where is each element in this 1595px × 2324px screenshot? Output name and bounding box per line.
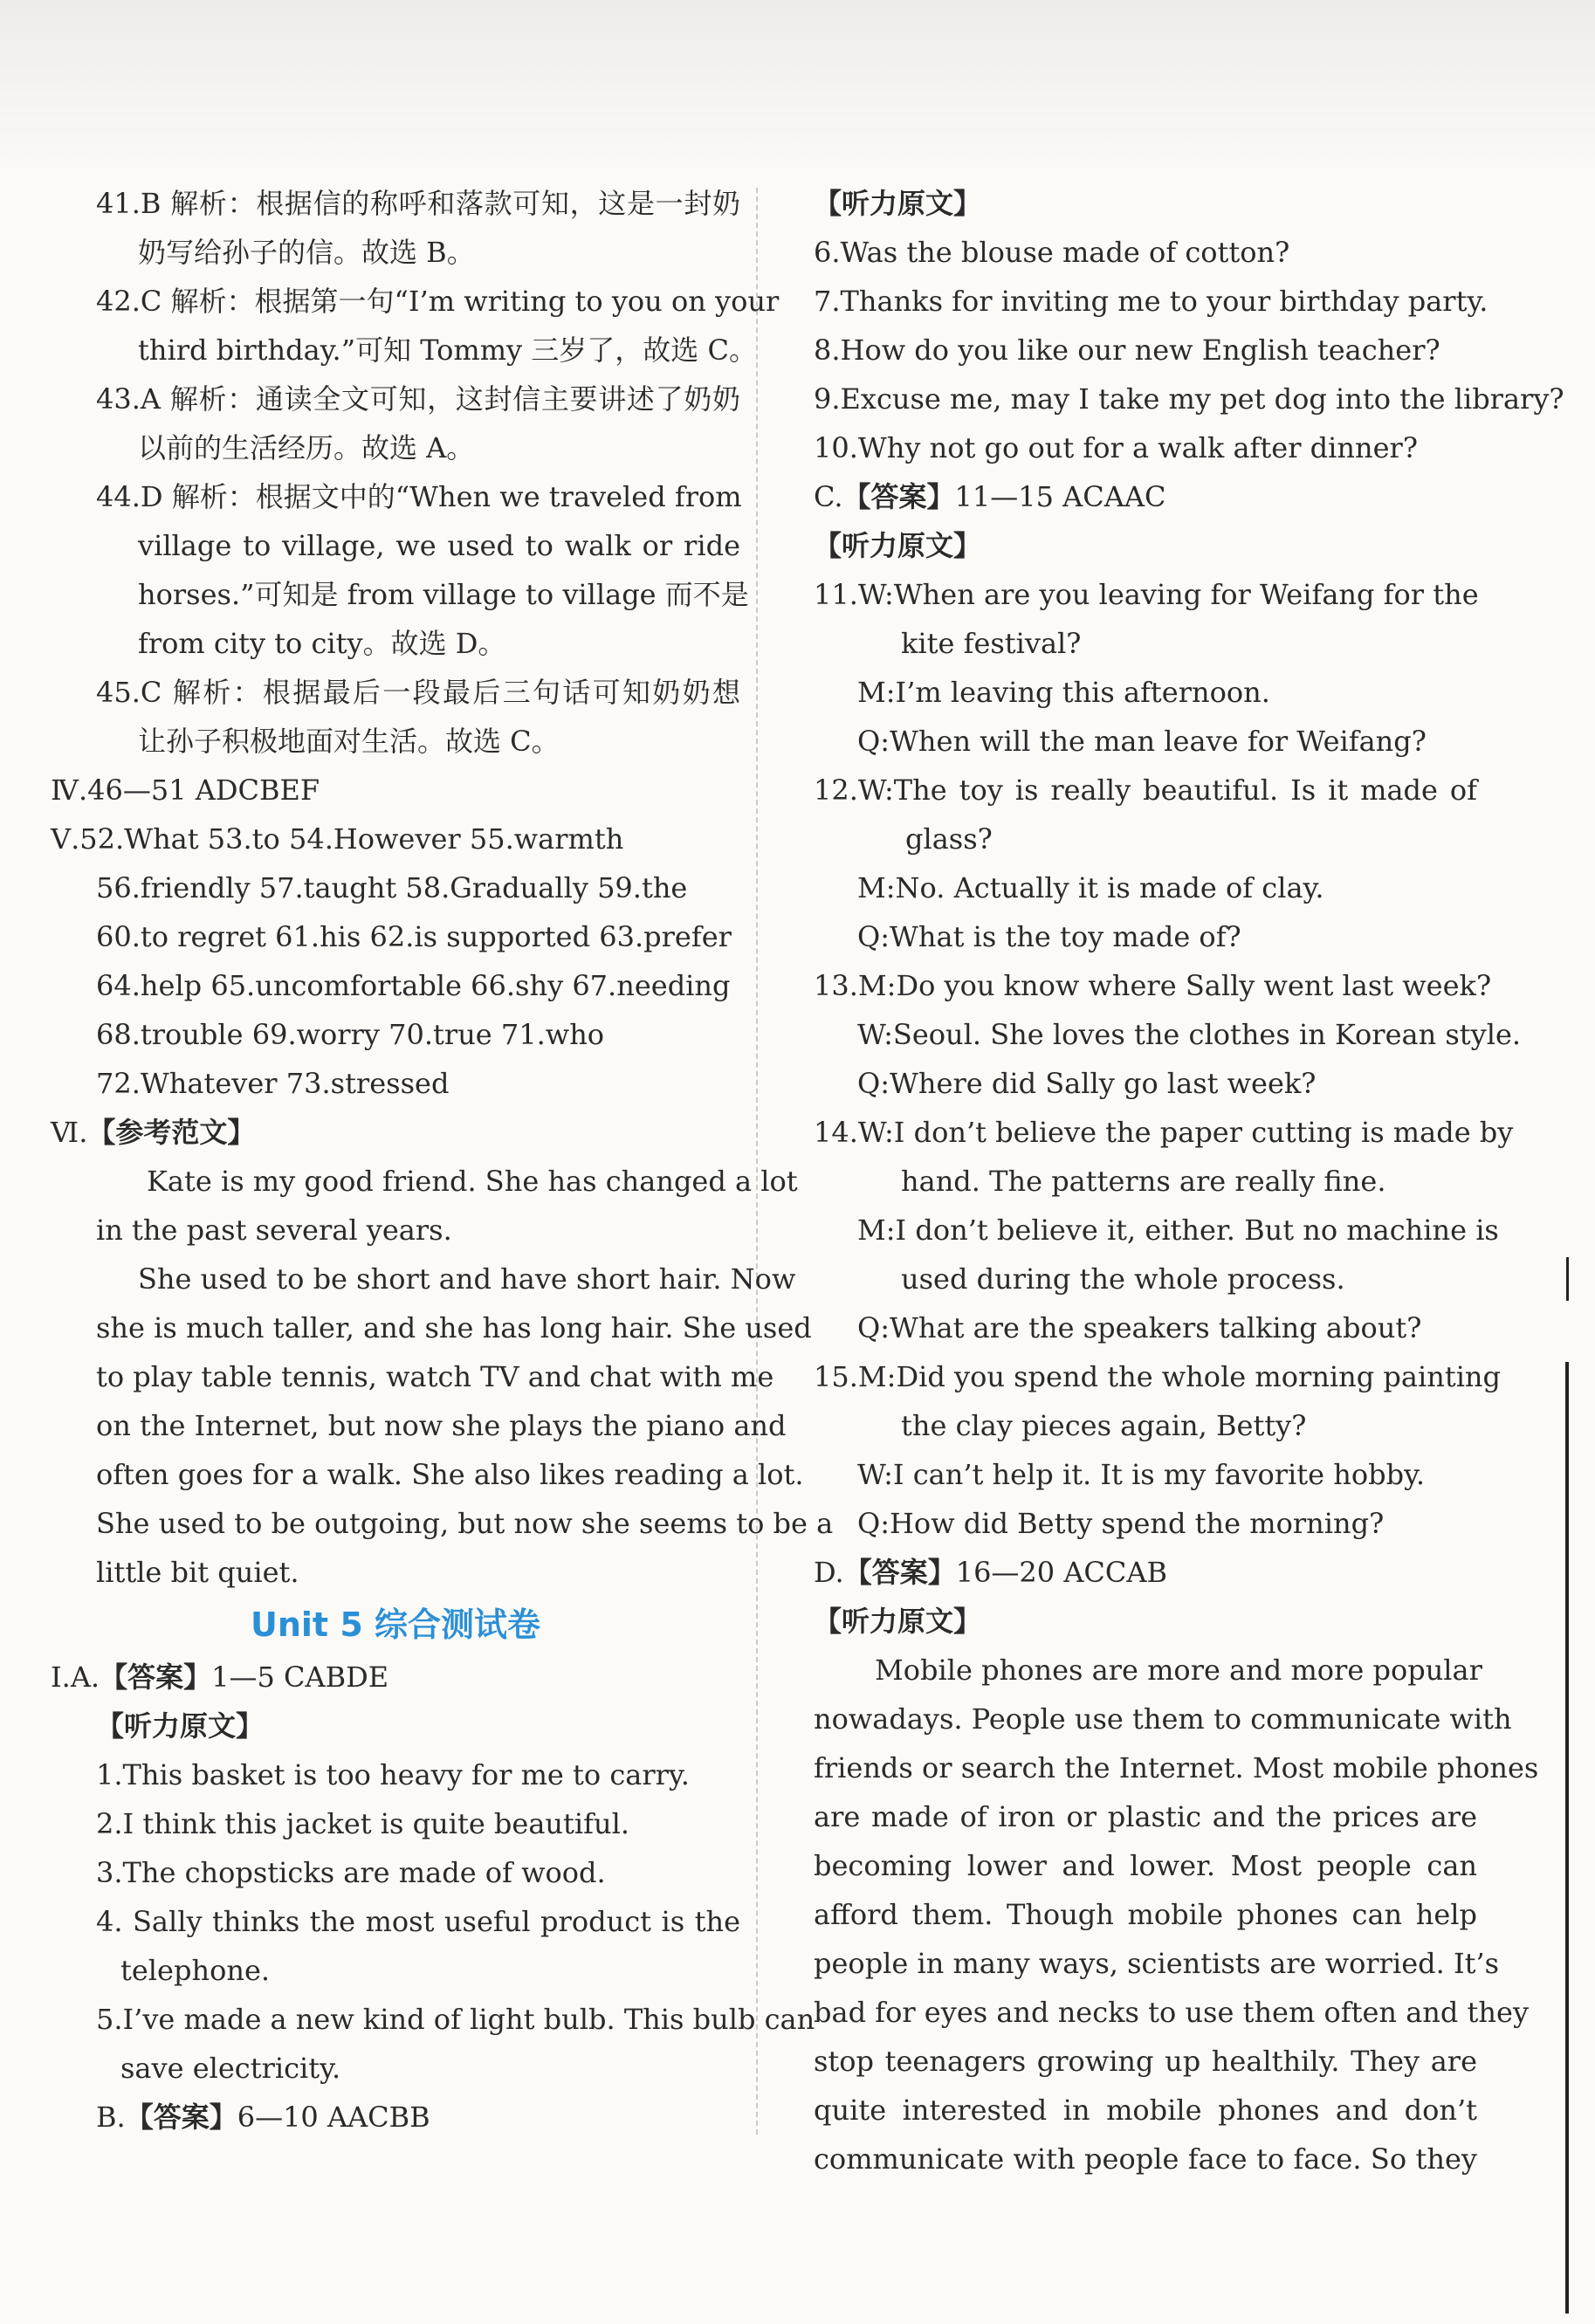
script-line: glass?: [905, 822, 993, 856]
section-6-heading: [51, 1108, 740, 1157]
section-b-answers: [51, 2093, 740, 2142]
script-line: M:I’m leaving this afternoon.: [857, 676, 1270, 709]
essay-line: little bit quiet.: [96, 1556, 299, 1589]
essay-line: She used to be short and have short hair. Now: [138, 1262, 796, 1296]
answer-line: village to village, we used to walk or ride: [138, 529, 740, 562]
script-line: M:No. Actually it is made of clay.: [857, 871, 1324, 904]
script-line: telephone.: [120, 1954, 271, 1987]
script-line: 12.W:The toy is really beautiful. Is it made of: [814, 774, 1477, 807]
essay-line: in the past several years.: [96, 1214, 452, 1247]
script-line: used during the whole process.: [901, 1262, 1345, 1296]
listening-script-tag: 【听力原文】: [814, 529, 982, 562]
answer-tag: 【答案】: [125, 2101, 237, 2134]
script-line: kite festival?: [901, 627, 1082, 660]
script-line: M:I don’t believe it, either. But no machine is: [857, 1214, 1499, 1247]
essay-line: Kate is my good friend. She has changed a lot: [147, 1165, 798, 1198]
listening-script-tag: 【听力原文】: [814, 187, 982, 220]
answer-values: 1—5 CABDE: [211, 1660, 389, 1694]
essay-line: on the Internet, but now she plays the piano and: [96, 1409, 787, 1442]
script-line: W:I can’t help it. It is my favorite hobby.: [857, 1458, 1426, 1491]
script-line: 1.This basket is too heavy for me to carry.: [96, 1758, 690, 1791]
answer-line: 64.help 65.uncomfortable 66.shy 67.needing: [96, 969, 731, 1002]
essay-line: she is much taller, and she has long hair. She used: [96, 1311, 812, 1344]
script-line: 13.M:Do you know where Sally went last week?: [814, 969, 1492, 1002]
script-line: Q:What is the toy made of?: [857, 920, 1241, 953]
section-label: Ⅰ.A.: [51, 1660, 100, 1694]
script-line: 4. Sally thinks the most useful product is the: [96, 1905, 740, 1938]
page-edge-bar: [1565, 1362, 1569, 2314]
script-line: 11.W:When are you leaving for Weifang for the: [814, 578, 1479, 611]
passage-line: friends or search the Internet. Most mobile phones: [814, 1751, 1539, 1784]
answer-line: 68.trouble 69.worry 70.true 71.who: [96, 1018, 605, 1051]
script-line: save electricity.: [120, 2052, 341, 2085]
script-line: 2.I think this jacket is quite beautiful.: [96, 1807, 629, 1840]
answer-line: 奶写给孙子的信。故选 B。: [138, 236, 475, 269]
script-line: the clay pieces again, Betty?: [901, 1409, 1307, 1442]
section-label: Ⅵ.: [51, 1116, 88, 1149]
answer-line: Ⅴ.52.What 53.to 54.However 55.warmth: [51, 822, 624, 856]
script-line: 3.The chopsticks are made of wood.: [96, 1856, 606, 1889]
answer-line: 让孙子积极地面对生活。故选 C。: [138, 725, 560, 758]
answer-values: 11—15 ACAAC: [954, 480, 1166, 513]
section-a-answers: [51, 1653, 740, 1702]
passage-line: people in many ways, scientists are worried. It’s: [814, 1947, 1500, 1980]
script-line: 8.How do you like our new English teacher?: [814, 333, 1440, 367]
section-label: D.: [814, 1556, 844, 1589]
script-line: hand. The patterns are really fine.: [901, 1165, 1386, 1198]
section-d-answers: [814, 1548, 1477, 1597]
passage-line: nowadays. People use them to communicate with: [814, 1702, 1512, 1736]
answer-values: 16—20 ACCAB: [955, 1556, 1168, 1589]
section-5-answers: [51, 815, 740, 1108]
listening-script-tag: 【听力原文】: [814, 1605, 982, 1638]
script-line: 6.Was the blouse made of cotton?: [814, 236, 1290, 269]
answer-line: 72.Whatever 73.stressed: [96, 1067, 450, 1100]
section-4-answers: Ⅳ.46—51 ADCBEF: [51, 774, 320, 807]
dialogue-11: [814, 570, 1477, 766]
answer-43: [51, 375, 740, 472]
essay-line: to play table tennis, watch TV and chat with me: [96, 1360, 774, 1393]
script-line: Q:What are the speakers talking about?: [857, 1311, 1422, 1344]
answer-line: horses.”可知是 from village to village 而不是: [138, 578, 749, 611]
answer-44: [51, 472, 749, 668]
unit-title: Unit 5 综合测试卷: [251, 1605, 540, 1644]
answer-tag: 【答案】: [100, 1660, 212, 1694]
passage-line: afford them. Though mobile phones can help: [814, 1898, 1477, 1931]
right-column: [814, 179, 1564, 2183]
answer-45: [51, 668, 740, 766]
section-c-answers: [814, 472, 1477, 521]
essay-line: often goes for a walk. She also likes reading a lot.: [96, 1458, 804, 1491]
essay-line: She used to be outgoing, but now she seems to be a: [96, 1507, 834, 1540]
page-top-shade: [0, 0, 1595, 175]
listening-passage: [814, 1646, 1539, 2183]
answer-line: 56.friendly 57.taught 58.Gradually 59.the: [96, 871, 688, 904]
script-line: W:Seoul. She loves the clothes in Korean style.: [857, 1018, 1522, 1051]
section-label: C.: [814, 480, 843, 513]
script-line: Q:Where did Sally go last week?: [857, 1067, 1317, 1100]
answer-41: [51, 179, 740, 277]
listening-script-tag: 【听力原文】: [96, 1709, 265, 1743]
page-edge-mark: [1566, 1257, 1569, 1301]
sample-essay: [51, 1157, 834, 1597]
answer-line: 42.C 解析：根据第一句“I’m writing to you on your: [96, 285, 780, 318]
answer-line: 45.C 解析：根据最后一段最后三句话可知奶奶想: [96, 676, 740, 709]
answer-values: 6—10 AACBB: [237, 2101, 430, 2134]
sample-essay-tag: 【参考范文】: [87, 1116, 256, 1149]
passage-line: bad for eyes and necks to use them often and they: [814, 1996, 1530, 2029]
script-line: 10.Why not go out for a walk after dinner?: [814, 431, 1418, 464]
script-line: 7.Thanks for inviting me to your birthday party.: [814, 285, 1488, 318]
dialogue-13: [814, 961, 1522, 1108]
passage-line: are made of iron or plastic and the prices are: [814, 1800, 1477, 1833]
dialogue-14: [814, 1108, 1514, 1352]
script-line: 14.W:I don’t believe the paper cutting is made by: [814, 1116, 1514, 1149]
answer-line: 60.to regret 61.his 62.is supported 63.prefer: [96, 920, 732, 953]
dialogue-12: [814, 766, 1477, 961]
script-line: Q:When will the man leave for Weifang?: [857, 725, 1427, 758]
answer-line: third birthday.”可知 Tommy 三岁了，故选 C。: [138, 333, 757, 367]
passage-line: becoming lower and lower. Most people can: [814, 1849, 1477, 1882]
script-line: 9.Excuse me, may I take my pet dog into the library?: [814, 382, 1564, 416]
passage-line: quite interested in mobile phones and don’t: [814, 2094, 1477, 2127]
script-line: 15.M:Did you spend the whole morning painting: [814, 1360, 1502, 1393]
dialogue-15: [814, 1352, 1502, 1548]
script-line: Q:How did Betty spend the morning?: [857, 1507, 1385, 1540]
section-label: B.: [96, 2101, 126, 2134]
script-line: 5.I’ve made a new kind of light bulb. This bulb can: [96, 2003, 815, 2036]
answer-line: 43.A 解析：通读全文可知，这封信主要讲述了奶奶: [96, 382, 740, 416]
answer-tag: 【答案】: [842, 480, 955, 513]
answer-line: 以前的生活经历。故选 A。: [138, 431, 475, 464]
answer-42: [51, 277, 780, 375]
passage-line: stop teenagers growing up healthily. They are: [814, 2045, 1477, 2078]
answer-line: 41.B 解析：根据信的称呼和落款可知，这是一封奶: [96, 187, 740, 220]
answer-line: 44.D 解析：根据文中的“When we traveled from: [96, 480, 742, 513]
answer-tag: 【答案】: [843, 1556, 956, 1589]
passage-line: communicate with people face to face. So they: [814, 2142, 1477, 2176]
left-column: [51, 179, 834, 2142]
passage-line: Mobile phones are more and more popular: [875, 1654, 1482, 1687]
answer-line: from city to city。故选 D。: [138, 627, 506, 660]
